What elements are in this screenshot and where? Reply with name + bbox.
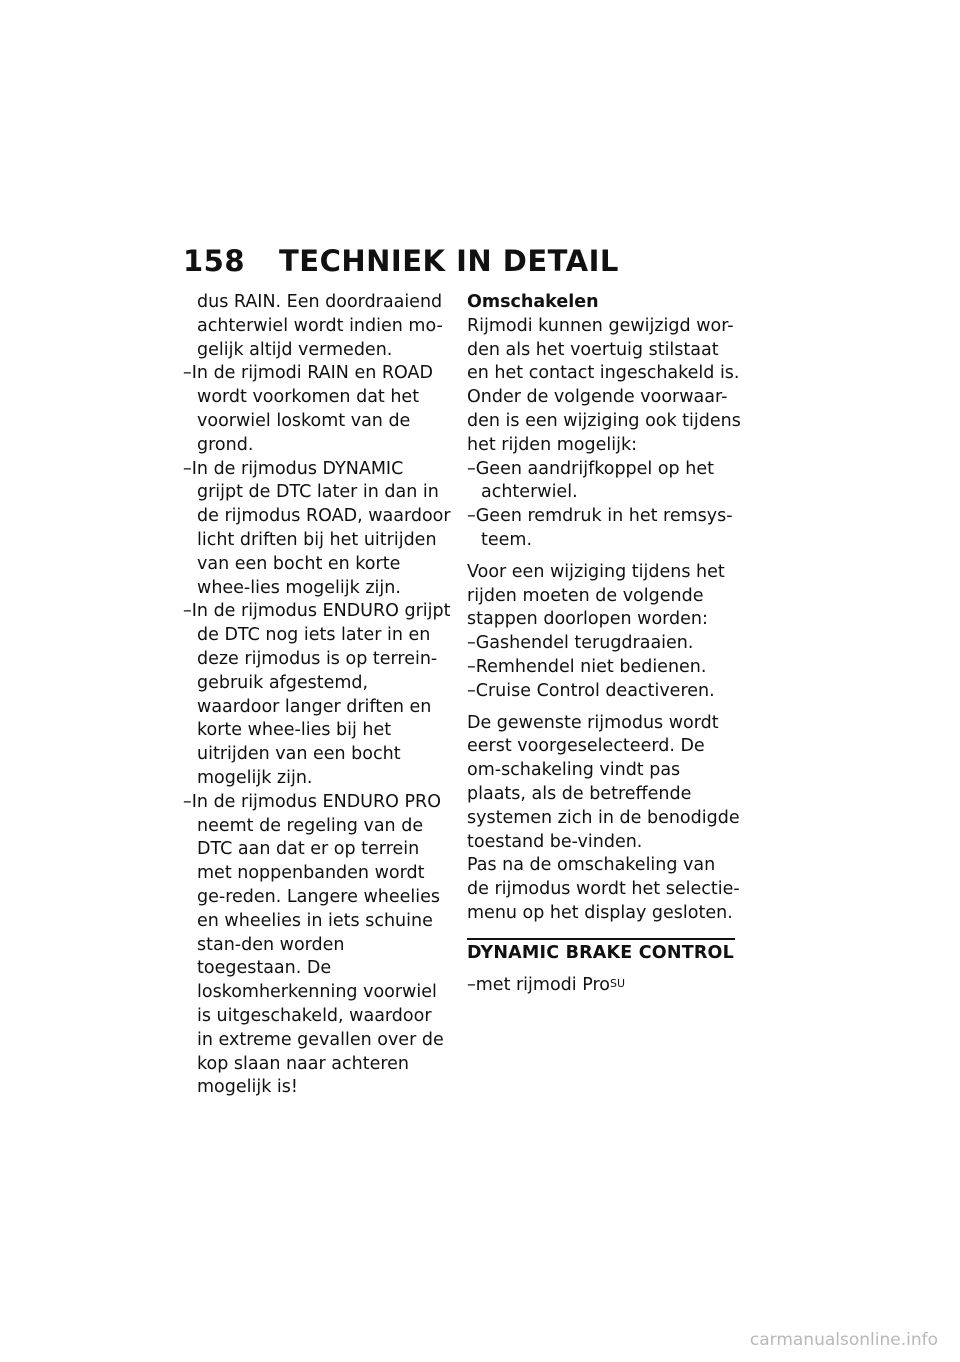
watermark[interactable]: carmanualsonline.info	[749, 1330, 938, 1350]
list-item: –In de rijmodi RAIN en ROAD wordt voorkomen dat het voorwiel loskomt van de grond.	[183, 363, 433, 455]
list-item: –Cruise Control deactiveren.	[467, 680, 715, 701]
section-title: TECHNIEK IN DETAIL	[279, 244, 619, 278]
paragraph: Rijmodi kunnen gewijzigd wor-den als het voertuig stilstaat en het contact ingeschakeld is. Onder de volgende voorwaar-den is een wijziging ook tijdens het rijden mogelijk:	[467, 315, 741, 455]
section-heading-dbc: DYNAMIC BRAKE CONTROL	[467, 942, 734, 963]
list-item: –In de rijmodus DYNAMIC grijpt de DTC later in dan in de rijmodus ROAD, waardoor licht driften bij het uitrijden van een bocht en korte whee-lies mogelijk zijn.	[183, 458, 451, 598]
paragraph: Voor een wijziging tijdens het rijden moeten de volgende stappen doorlopen worden:	[467, 561, 725, 630]
availability-note	[467, 974, 742, 998]
subheading-omschakelen: Omschakelen	[467, 292, 599, 312]
list-item: –Geen aandrijfkoppel op het achterwiel.	[467, 458, 714, 503]
paragraph: De gewenste rijmodus wordt eerst voorgeselecteerd. De om-schakeling vindt pas plaats, als de betreffende systemen zich in de benodigde toestand be-vinden.	[467, 712, 740, 852]
list-item: –Geen remdruk in het remsys-teem.	[467, 506, 733, 550]
list-item: –In de rijmodus ENDURO PRO neemt de regeling van de DTC aan dat er op terrein met noppenbanden wordt ge-reden. Langere wheelies en wheelies in iets schuine stan-den worden toegestaan. De loskomherkenning voorwiel is uitgeschakeld, waardoor in extreme gevallen over de kop slaan naar achteren mogelijk is!	[183, 791, 444, 1098]
availability-text: –met rijmodi Pro	[467, 974, 610, 995]
paragraph: Pas na de omschakeling van de rijmodus wordt het selectie-menu op het display gesloten.	[467, 855, 740, 923]
left-column	[183, 291, 453, 1100]
list-item: –Remhendel niet bedienen.	[467, 656, 707, 677]
list-item: –In de rijmodus ENDURO grijpt de DTC nog iets later in en deze rijmodus is op terrein-gebruik afgestemd, waardoor langer driften en korte whee-lies bij het uitrijden van een bocht mogelijk zijn.	[183, 601, 451, 788]
availability-code: SU	[609, 976, 626, 990]
section-divider	[467, 938, 735, 940]
page-number: 158	[183, 244, 246, 278]
list-item: –Gashendel terugdraaien.	[467, 633, 694, 654]
page-header	[183, 244, 619, 278]
continued-paragraph: dus RAIN. Een doordraaiend achterwiel wordt indien mo-gelijk altijd vermeden.	[197, 292, 443, 360]
right-column	[467, 291, 742, 997]
